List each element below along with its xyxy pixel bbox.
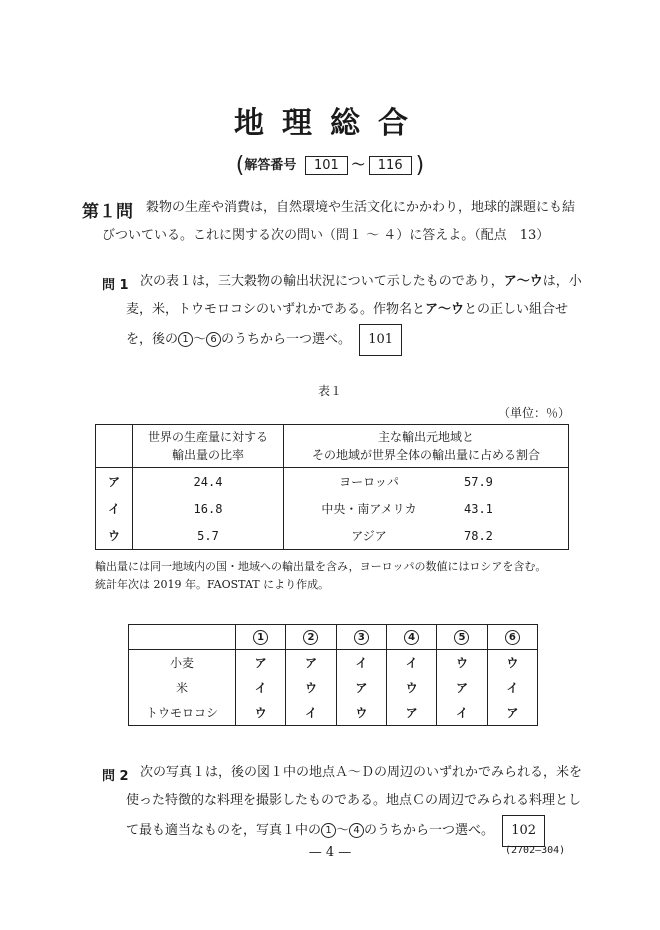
choice-circle: 3: [354, 630, 369, 645]
subquestion1-label: 問 1: [102, 278, 129, 293]
answer-label: 解答番号: [244, 158, 297, 173]
answer-box-102: 102: [502, 815, 545, 847]
table-row: トウモロコシ ウ イ ウ ア イ ア: [129, 700, 538, 726]
subquestion1-line1: 次の表１は，三大穀物の輸出状況について示したものであり，ア～ウは，小: [140, 274, 582, 289]
table1-unit: （単位：％）: [497, 406, 570, 420]
subquestion2-line1: 次の写真１は，後の図１中の地点Ａ～Ｄの周辺のいずれかでみられる，米を: [140, 765, 583, 780]
choice-circle-1: 1: [321, 823, 336, 838]
subquestion1-line2: 麦，米，トウモロコシのいずれかである。作物名とア～ウとの正しい組合せ: [126, 302, 569, 317]
table-row: 米 イ ウ ア ウ ア イ: [129, 675, 538, 700]
table-row: ウ 5.7 アジア 78.2: [96, 522, 569, 550]
question-intro-line2: びついている。これに関する次の問い（問１ ～ ４）に答えよ。（配点 13）: [102, 228, 550, 243]
page-title: 地理総合: [234, 106, 426, 141]
question-intro-line1: 穀物の生産や消費は，自然環境や生活文化にかかわり，地球的課題にも結: [146, 200, 576, 215]
answer-end-box: 116: [369, 156, 412, 175]
table-row: 小麦 ア ア イ イ ウ ウ: [129, 650, 538, 676]
choice-circle-1: 1: [178, 332, 193, 347]
choice-circle: 6: [505, 630, 520, 645]
choice-circle: 1: [253, 630, 268, 645]
exam-code: (2702—304): [505, 845, 566, 856]
choice-table: [128, 624, 538, 726]
answer-box-101: 101: [359, 324, 402, 356]
subquestion2-line2: 使った特徴的な料理を撮影したものである。地点Ｃの周辺でみられる料理とし: [126, 793, 582, 808]
table1-title: 表１: [317, 384, 342, 398]
table-row: ア 24.4 ヨーロッパ 57.9: [96, 468, 569, 496]
subquestion2-line3: て最も適当なものを，写真１中の 1 ～ 4 のうちから一つ選べ。 102: [126, 815, 549, 847]
choice-circle: 5: [454, 630, 469, 645]
table-row: イ 16.8 中央・南アメリカ 43.1: [96, 495, 569, 522]
answer-start-box: 101: [305, 156, 348, 175]
answer-number-range: (解答番号 101 ～ 116 ): [235, 153, 425, 178]
answer-range-sep: ～: [351, 158, 365, 173]
subquestion2-label: 問 2: [102, 769, 129, 784]
table1-header-region: 主な輸出元地域と その地域が世界全体の輸出量に占める割合: [311, 430, 540, 462]
question-heading: 第１問: [82, 202, 133, 222]
table1-header-ratio: 世界の生産量に対する 輸出量の比率: [133, 425, 284, 468]
choice-circle-6: 6: [206, 332, 221, 347]
table1-note: 輸出量には同一地域内の国・地域への輸出量を含み，ヨーロッパの数値にはロシアを含む。 統計年次は 2019 年。FAOSTAT により作成。: [95, 560, 547, 591]
subquestion1-line3: を，後の 1 ～ 6 のうちから一つ選べ。 101: [126, 324, 406, 356]
choice-header-row: [129, 625, 538, 650]
choice-circle-4: 4: [349, 823, 364, 838]
page-number: — 4 —: [308, 845, 352, 860]
export-table: [95, 424, 569, 550]
choice-circle: 2: [303, 630, 318, 645]
choice-circle: 4: [404, 630, 419, 645]
